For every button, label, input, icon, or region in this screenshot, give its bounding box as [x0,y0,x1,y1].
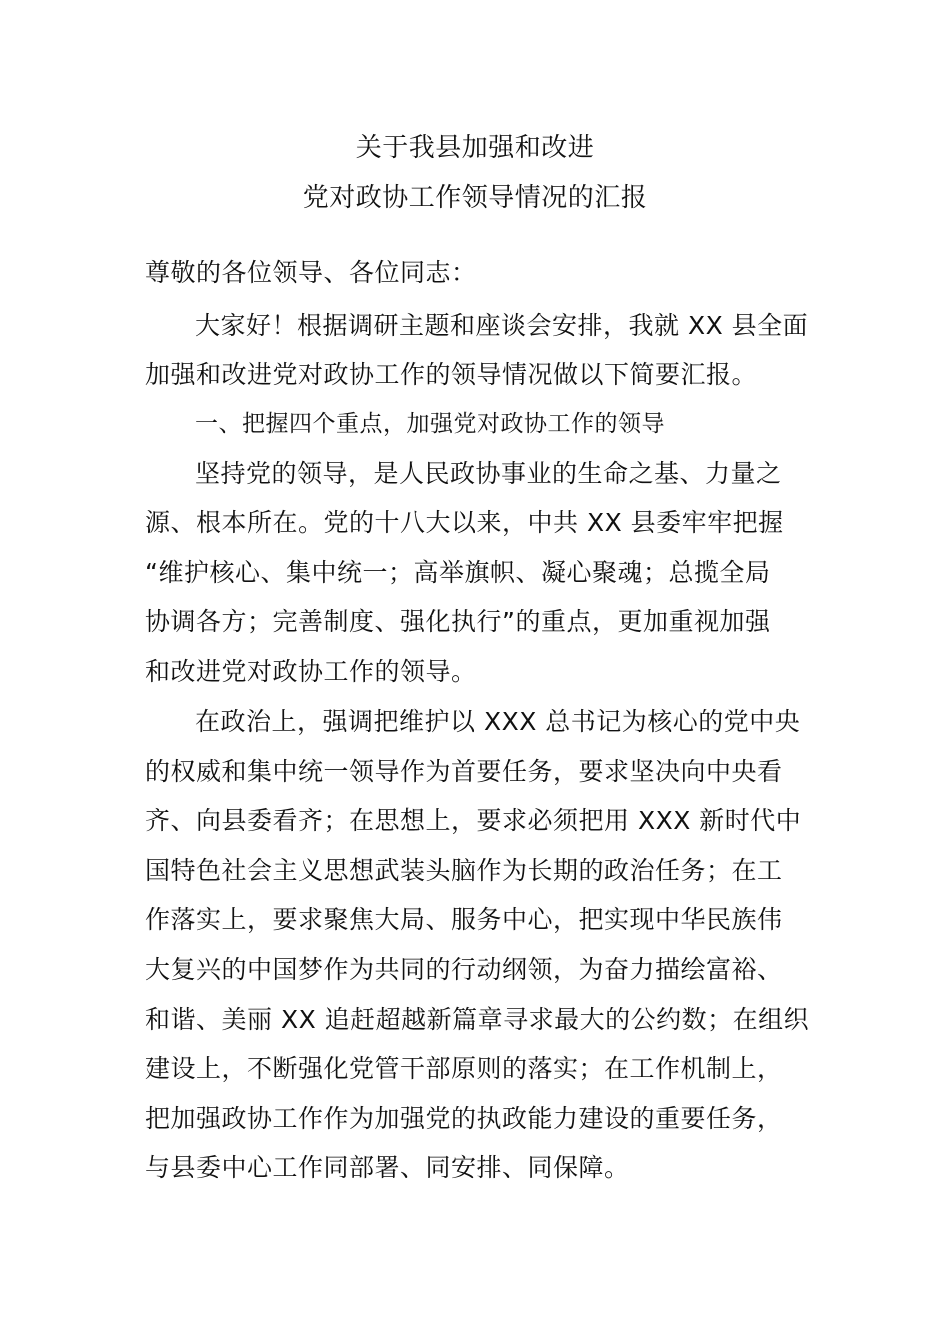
body-line-2: 加强和改进党对政协工作的领导情况做以下简要汇报。 [145,360,758,389]
body-line-15: 和谐、美丽 XX 追赶超越新篇章寻求最大的公约数；在组织 [145,1005,810,1034]
body-line-16: 建设上，不断强化党管干部原则的落实；在工作机制上， [145,1054,783,1083]
body-line-8: 和改进党对政协工作的领导。 [145,657,477,686]
body-line-9: 在政治上，强调把维护以 XXX 总书记为核心的党中央 [195,707,801,736]
body-line-4: 坚持党的领导，是人民政协事业的生命之基、力量之 [195,459,782,488]
body-line-10: 的权威和集中统一领导作为首要任务，要求坚决向中央看 [145,757,783,786]
body-line-11: 齐、向县委看齐；在思想上，要求必须把用 XXX 新时代中 [145,806,802,835]
document-title-line-1: 关于我县加强和改进 [355,133,595,163]
body-line-17: 把加强政协工作作为加强党的执政能力建设的重要任务， [145,1104,783,1133]
section-heading-1: 一、把握四个重点，加强党对政协工作的领导 [195,411,665,437]
body-line-1: 大家好！根据调研主题和座谈会安排，我就 XX 县全面 [195,311,809,340]
body-line-12: 国特色社会主义思想武装头脑作为长期的政治任务；在工 [145,856,783,885]
body-line-7: 协调各方；完善制度、强化执行”的重点，更加重视加强 [145,607,771,636]
body-line-6: “维护核心、集中统一；高举旗帜、凝心聚魂；总揽全局 [145,558,771,587]
salutation: 尊敬的各位领导、各位同志： [145,258,477,287]
body-line-14: 大复兴的中国梦作为共同的行动纲领，为奋力描绘富裕、 [145,955,783,984]
body-line-18: 与县委中心工作同部署、同安排、同保障。 [145,1153,630,1182]
document-title-line-2: 党对政协工作领导情况的汇报 [302,183,648,213]
body-line-13: 作落实上，要求聚焦大局、服务中心，把实现中华民族伟 [145,905,783,934]
body-line-5: 源、根本所在。党的十八大以来，中共 XX 县委牢牢把握 [145,508,784,537]
